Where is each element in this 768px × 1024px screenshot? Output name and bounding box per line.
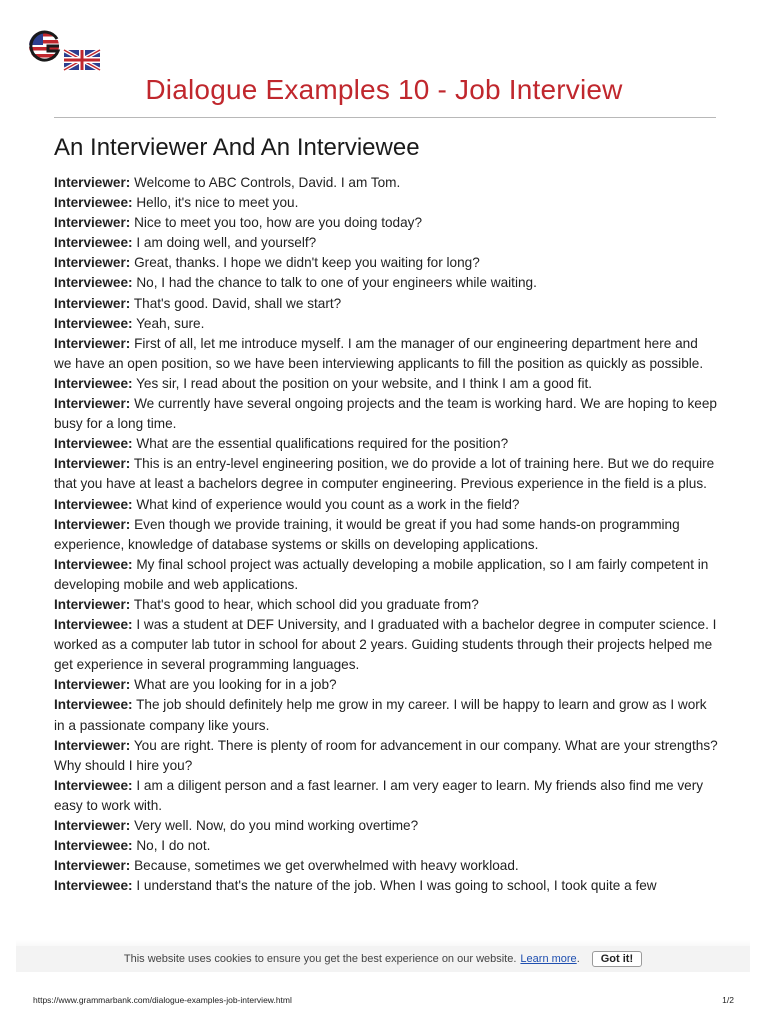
title-divider [54,117,716,118]
learn-more-link[interactable]: Learn more [520,953,577,965]
line-text: No, I had the chance to talk to one of your engineers while waiting. [136,275,537,291]
line-text: Yeah, sure. [136,315,205,331]
dialogue-line [54,555,718,595]
cookie-period: . [576,953,580,965]
line-text: What kind of experience would you count as a work in the field? [136,496,520,512]
speaker-label: Interviewer: [54,396,131,412]
speaker-label: Interviewer: [54,596,131,612]
page-title: Dialogue Examples 10 - Job Interview [145,74,623,105]
speaker-label: Interviewee: [54,697,133,713]
line-text: Because, sometimes we get overwhelmed with heavy workload. [134,858,519,874]
speaker-label: Interviewer: [54,456,131,472]
line-text: What are the essential qualifications required for the position? [136,436,509,452]
dialogue-line [54,736,718,776]
dialogue-line [54,595,718,615]
dialogue-line [54,816,718,836]
dialogue-line [54,695,718,735]
speaker-label: Interviewee: [54,375,133,391]
line-text: Welcome to ABC Controls, David. I am Tom. [134,175,401,190]
speaker-label: Interviewee: [54,838,133,854]
dialogue-line [54,434,718,454]
dialogue-line [54,314,718,334]
line-text: Nice to meet you too, how are you doing today? [134,215,423,231]
dialogue-line [54,294,718,314]
line-text: First of all, let me introduce myself. I am the manager of our engineering department here and we have an open position, so we have been interviewing applicants to fill the position as quickly as possible. [54,335,704,371]
dialogue-line [54,213,718,233]
line-text: No, I do not. [136,838,211,854]
speaker-label: Interviewer: [54,677,131,693]
speaker-label: Interviewer: [54,215,131,231]
dialogue-line [54,836,718,856]
speaker-label: Interviewee: [54,777,133,793]
dialogue-line [54,454,718,494]
dialogue-line [54,876,718,896]
line-text: I was a student at DEF University, and I graduated with a bachelor degree in computer science. I worked as a computer lab tutor in school for about 2 years. Guiding students through their projects helped me get experience in several programming languages. [54,617,717,673]
speaker-label: Interviewee: [54,235,133,251]
line-text: That's good. David, shall we start? [133,295,342,311]
dialogue-line [54,334,718,374]
line-text: Yes sir, I read about the position on your website, and I think I am a good fit. [136,375,593,391]
speaker-label: Interviewer: [54,516,131,532]
page-number: 1/2 [722,995,734,1005]
line-text: Even though we provide training, it would be great if you had some hands-on programming experience, knowledge of database systems or skills on developing applications. [54,516,680,552]
speaker-label: Interviewer: [54,858,131,874]
dialogue-line [54,856,718,876]
dialogue-line [54,193,718,213]
dialogue-line [54,495,718,515]
line-text: I understand that's the nature of the job. When I was going to school, I took quite a few [136,878,657,894]
dialogue-line [54,394,718,434]
line-text: Very well. Now, do you mind working overtime? [134,818,419,833]
footer-url: https://www.grammarbank.com/dialogue-examples-job-interview.html [33,995,292,1005]
cookie-banner [16,946,750,972]
speaker-label: Interviewer: [54,335,131,351]
speaker-label: Interviewee: [54,878,133,894]
dialogue-line [54,675,718,695]
line-text: That's good to hear, which school did you graduate from? [133,596,479,612]
line-text: Great, thanks. I hope we didn't keep you waiting for long? [134,255,480,271]
speaker-label: Interviewer: [54,737,131,753]
cookie-message: This website uses cookies to ensure you get the best experience on our website. [123,953,517,965]
speaker-label: Interviewee: [54,617,133,633]
dialogue-line [54,515,718,555]
line-text: The job should definitely help me grow in my career. I will be happy to learn and grow as I work in a passionate company like yours. [54,697,707,733]
line-text: I am doing well, and yourself? [136,235,317,251]
speaker-label: Interviewer: [54,295,131,311]
dialogue-line [54,615,718,675]
line-text: This is an entry-level engineering position, we do provide a lot of training here. But we do require that you have at least a bachelors degree in computer engineering. Previous experience in the field is a plus. [54,456,715,492]
line-text: My final school project was actually developing a mobile application, so I am fairly competent in developing mobile and web applications. [54,556,709,592]
line-text: Hello, it's nice to meet you. [136,195,299,211]
dialogue-line [54,173,718,193]
got-it-button[interactable]: Got it! [592,951,642,967]
speaker-label: Interviewee: [54,315,133,331]
speaker-label: Interviewer: [54,255,131,271]
speaker-label: Interviewer: [54,818,131,833]
dialogue-line [54,374,718,394]
speaker-label: Interviewee: [54,496,133,512]
dialogue-line [54,233,718,253]
dialogue-line [54,776,718,816]
speaker-label: Interviewee: [54,436,133,452]
line-text: You are right. There is plenty of room for advancement in our company. What are your strengths? Why should I hire you? [54,737,718,773]
dialogue-body [54,173,718,896]
speaker-label: Interviewee: [54,556,133,572]
dialogue-line [54,253,718,273]
speaker-label: Interviewer: [54,175,131,190]
dialogue-line [54,273,718,293]
speaker-label: Interviewee: [54,195,133,211]
speaker-label: Interviewee: [54,275,133,291]
line-text: I am a diligent person and a fast learner. I am very eager to learn. My friends also find me very easy to work with. [54,777,704,813]
uk-flag-b-icon [64,50,100,70]
section-heading: An Interviewer And An Interviewee [54,134,420,161]
line-text: We currently have several ongoing projects and the team is working hard. We are hoping to keep busy for a long time. [54,396,717,432]
grammarbank-logo[interactable] [26,30,102,72]
line-text: What are you looking for in a job? [134,677,337,693]
